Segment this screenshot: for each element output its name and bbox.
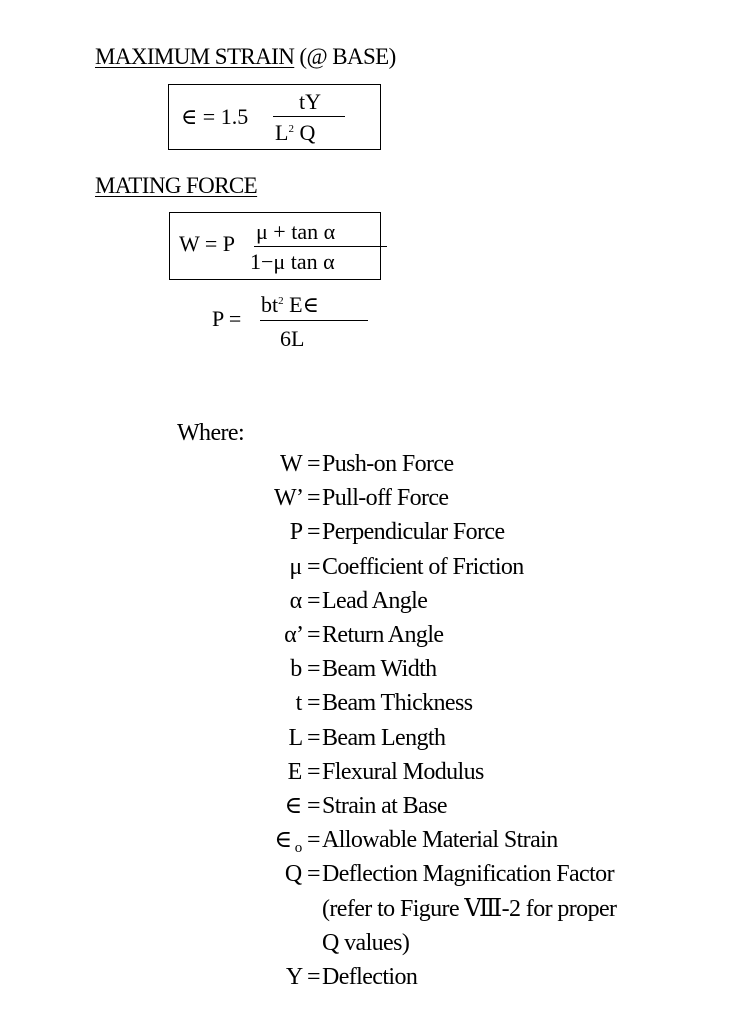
equals-sign: = xyxy=(301,690,320,717)
definition-symbol-text: Q xyxy=(284,861,302,888)
perpendicular-force-equation xyxy=(212,294,382,354)
definition-symbol-text: L xyxy=(288,724,302,751)
definition-text: Pull-off Force xyxy=(322,485,449,512)
heading-maximum-strain-suffix: (@ BASE) xyxy=(294,44,396,69)
definition-symbol xyxy=(274,486,320,510)
mating-equation-denominator: 1−μ tan α xyxy=(250,249,335,274)
p-equation-numerator xyxy=(261,294,319,316)
definition-symbol-text: W xyxy=(280,451,302,477)
definition-symbol xyxy=(289,555,320,579)
definition-symbol-text: W’ xyxy=(273,485,302,512)
definition-symbol-column xyxy=(0,486,320,514)
strain-equation-box xyxy=(168,84,381,150)
definition-text: Beam Length xyxy=(322,724,446,751)
p-equation-lhs: P = xyxy=(212,306,242,331)
definition-symbol xyxy=(274,827,320,857)
definition-symbol xyxy=(290,657,320,681)
definition-symbol-column xyxy=(0,520,320,548)
definition-text: Coefficient of Friction xyxy=(322,553,524,580)
equals-sign: = xyxy=(301,451,320,477)
definition-symbol xyxy=(290,520,320,544)
equals-sign: = xyxy=(301,656,320,683)
definition-symbol xyxy=(288,760,320,784)
definition-symbol-column xyxy=(0,452,320,480)
definition-symbol-column xyxy=(0,555,320,583)
denominator-base: L xyxy=(275,120,289,145)
equals-sign: = xyxy=(301,622,320,648)
definition-symbol-column xyxy=(0,623,320,651)
definition-text: Allowable Material Strain xyxy=(322,827,558,854)
definition-text: Flexural Modulus xyxy=(322,758,484,785)
p-equation-denominator: 6L xyxy=(280,326,305,351)
denominator-rest: Q xyxy=(293,120,316,145)
equals-sign: = xyxy=(301,519,320,546)
p-numerator-a: bt xyxy=(261,292,279,317)
definition-text: Deflection xyxy=(322,964,418,990)
mating-equation-lhs: W = P xyxy=(179,231,236,256)
equals-sign: = xyxy=(301,793,320,819)
definition-symbol xyxy=(296,691,320,715)
p-fraction-bar xyxy=(260,320,368,321)
mating-equation-numerator: μ + tan α xyxy=(256,219,336,244)
definition-symbol-column xyxy=(0,965,320,993)
equals-sign: = xyxy=(301,587,320,614)
heading-maximum-strain-text: MAXIMUM STRAIN xyxy=(95,44,295,69)
p-numerator-b: E∈ xyxy=(283,292,319,317)
definition-symbol xyxy=(280,452,320,476)
equals-sign: = xyxy=(301,724,320,751)
definition-symbol-column xyxy=(0,691,320,719)
definition-symbol xyxy=(286,965,320,989)
definition-symbol-column xyxy=(0,760,320,788)
definition-symbol xyxy=(284,623,320,647)
strain-equation-lhs: ∈ = 1.5 xyxy=(181,104,249,129)
section-heading-mating-force xyxy=(95,173,257,199)
denominator-exponent: 2 xyxy=(288,123,294,135)
definition-symbol-column xyxy=(0,726,320,754)
definition-text: Strain at Base xyxy=(322,793,447,819)
definition-text: (refer to Figure Ⅷ-2 for proper xyxy=(322,895,617,922)
definition-symbol-column xyxy=(0,657,320,685)
definition-symbol-text: ∈ xyxy=(284,793,302,819)
equals-sign: = xyxy=(301,758,320,785)
equals-sign: = xyxy=(301,964,320,990)
definition-text: Beam Thickness xyxy=(322,690,473,717)
definition-text: Lead Angle xyxy=(322,587,428,614)
definition-symbol-text: Y xyxy=(285,964,302,990)
definition-symbol-column xyxy=(0,862,320,890)
definition-text: Deflection Magnification Factor xyxy=(322,861,614,888)
section-heading-maximum-strain xyxy=(95,44,396,70)
definition-text: Beam Width xyxy=(322,656,437,683)
definition-symbol-text: μ xyxy=(289,553,302,580)
definition-symbol-text: ∈ xyxy=(274,827,292,854)
equals-sign: = xyxy=(301,553,320,580)
definition-symbol xyxy=(288,726,320,750)
definition-text: Perpendicular Force xyxy=(322,519,505,546)
definition-symbol xyxy=(284,794,320,818)
mating-force-equation-box xyxy=(169,212,381,280)
strain-equation-denominator xyxy=(275,122,315,144)
strain-equation-numerator: tY xyxy=(299,89,321,114)
definition-symbol-column xyxy=(0,589,320,617)
definition-symbol-text: b xyxy=(290,656,302,683)
equals-sign: = xyxy=(301,861,320,888)
equals-sign: = xyxy=(301,827,320,854)
strain-fraction-bar xyxy=(273,116,345,117)
equals-sign: = xyxy=(301,485,320,512)
definition-symbol xyxy=(290,589,320,613)
definition-symbol-text: α’ xyxy=(284,622,302,648)
where-label: Where: xyxy=(177,420,245,446)
definition-symbol xyxy=(285,862,320,886)
p-numerator-exponent: 2 xyxy=(278,295,284,307)
definition-symbol-subscript: o xyxy=(291,840,302,857)
definition-text: Return Angle xyxy=(322,622,444,648)
definition-symbol-text: t xyxy=(295,690,302,717)
definition-text: Q values) xyxy=(322,929,410,956)
definition-symbol-column xyxy=(0,828,320,856)
heading-mating-force-text: MATING FORCE xyxy=(95,173,258,198)
definition-symbol-text: P xyxy=(289,519,302,546)
definition-symbol-column xyxy=(0,794,320,822)
mating-fraction-bar xyxy=(254,246,387,247)
definition-text: Push-on Force xyxy=(322,451,454,477)
definition-symbol-text: α xyxy=(289,587,302,614)
definition-symbol-text: E xyxy=(287,758,302,785)
